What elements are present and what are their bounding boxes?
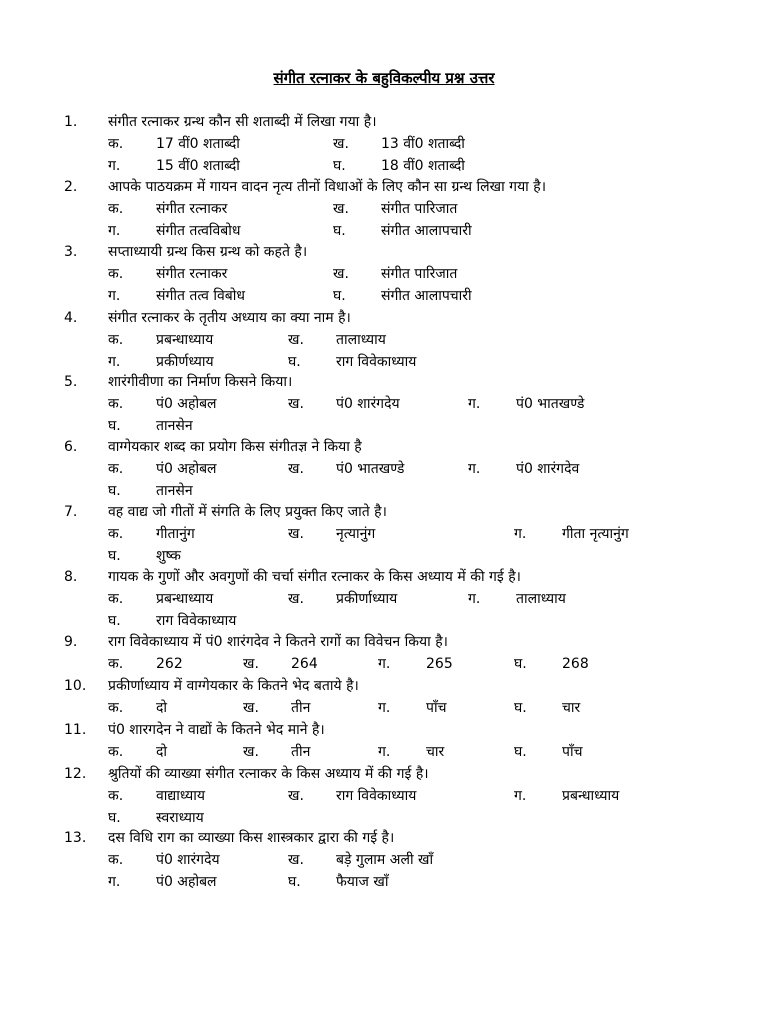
question-text: दस विधि राग का व्याख्या किस शास्त्रकार द्वारा की गई है।	[108, 830, 395, 846]
question-6	[0, 437, 768, 458]
question-number: 12.	[64, 766, 87, 782]
answer-option	[108, 654, 183, 675]
answer-option	[108, 286, 245, 307]
question-4	[0, 308, 768, 329]
question-number: 11.	[64, 722, 87, 738]
question-number: 3.	[64, 244, 78, 260]
option-label: घ.	[333, 158, 346, 174]
answer-option	[333, 156, 465, 177]
option-label: घ.	[108, 810, 121, 826]
option-text: संगीत रत्नाकर	[156, 201, 228, 217]
option-label: क.	[108, 788, 124, 804]
option-text: प्रबन्धाध्याय	[156, 332, 214, 348]
question-5	[0, 372, 768, 393]
option-label: ख.	[333, 201, 349, 217]
option-label: घ.	[288, 874, 301, 890]
option-text: संगीत आलापचारी	[381, 288, 472, 304]
question-number: 1.	[64, 114, 78, 130]
option-text: तीन	[291, 700, 311, 716]
option-text: चार	[562, 700, 581, 716]
option-text: पं0 अहोबल	[156, 461, 217, 477]
option-text: तानसेन	[156, 418, 193, 434]
question-7	[0, 502, 768, 523]
option-label: ग.	[514, 788, 527, 804]
answer-option	[108, 352, 214, 373]
answer-option	[108, 481, 193, 502]
question-text: प्रकीर्णाध्याय में वाग्गेयकार के कितने भेद बताये है।	[108, 678, 359, 694]
option-text: चार	[426, 744, 445, 760]
question-text: वाग्गेयकार शब्द का प्रयोग किस संगीतज्ञ ने किया है	[108, 439, 362, 455]
answer-option	[108, 416, 193, 437]
option-text: पाँच	[426, 700, 447, 716]
option-text: राग विवेकाध्याय	[336, 788, 417, 804]
answer-option	[333, 286, 472, 307]
question-number: 9.	[64, 634, 78, 650]
option-text: वाद्याध्याय	[156, 788, 205, 804]
option-text: 265	[426, 656, 453, 672]
question-12	[0, 764, 768, 785]
answer-option	[108, 264, 227, 285]
question-text: गायक के गुणों और अवगुणों की चर्चा संगीत रत्नाकर के किस अध्याय में की गई है।	[108, 569, 521, 585]
option-text: दो	[156, 744, 168, 760]
answer-option	[108, 808, 204, 829]
option-label: ग.	[468, 396, 481, 412]
answer-option	[514, 524, 629, 545]
answer-option	[108, 698, 167, 719]
option-text: पं0 शारंगदेय	[156, 852, 220, 868]
option-label: ख.	[243, 744, 259, 760]
option-label: क.	[108, 656, 124, 672]
answer-option	[468, 459, 579, 480]
option-text: प्रकीर्णध्याय	[156, 354, 214, 370]
option-text: तीन	[291, 744, 311, 760]
answer-option	[108, 589, 213, 610]
answer-option	[243, 742, 310, 763]
answer-option	[288, 786, 416, 807]
option-label: ख.	[288, 591, 304, 607]
question-number: 7.	[64, 504, 78, 520]
question-10	[0, 676, 768, 697]
option-label: ग.	[108, 874, 121, 890]
question-3	[0, 242, 768, 263]
answer-option	[333, 134, 465, 155]
option-text: शुष्क	[156, 548, 181, 564]
page-title: संगीत रत्नाकर के बहुविकल्पीय प्रश्न उत्तर	[273, 69, 495, 87]
answer-option	[288, 872, 388, 893]
option-label: क.	[108, 332, 124, 348]
answer-option	[108, 611, 236, 632]
option-text: स्वराध्याय	[156, 810, 204, 826]
question-number: 5.	[64, 374, 78, 390]
answer-option	[243, 698, 310, 719]
option-label: क.	[108, 136, 124, 152]
answer-option	[378, 654, 453, 675]
option-label: क.	[108, 700, 124, 716]
option-text: प्रकीर्णाध्याय	[336, 591, 398, 607]
option-text: फैयाज खाँ	[336, 874, 389, 890]
answer-option	[108, 134, 240, 155]
question-number: 10.	[64, 678, 87, 694]
answer-option	[108, 524, 195, 545]
question-text: संगीत रत्नाकर के तृतीय अध्याय का क्या नाम है।	[108, 310, 351, 326]
question-number: 6.	[64, 439, 78, 455]
question-number: 2.	[64, 179, 78, 195]
answer-option	[378, 698, 446, 719]
option-text: प्रबन्धाध्याय	[156, 591, 214, 607]
option-text: 18 वीं0 शताब्दी	[381, 158, 465, 174]
question-number: 8.	[64, 569, 78, 585]
answer-option	[108, 742, 167, 763]
answer-option	[514, 742, 582, 763]
answer-option	[333, 221, 472, 242]
option-text: पं0 भातखण्डे	[516, 396, 585, 412]
option-text: दो	[156, 700, 168, 716]
option-label: क.	[108, 591, 124, 607]
option-label: घ.	[108, 418, 121, 434]
option-label: ग.	[108, 223, 121, 239]
question-8	[0, 567, 768, 588]
option-text: प्रबन्धाध्याय	[562, 788, 620, 804]
answer-option	[108, 330, 213, 351]
option-label: ख.	[288, 788, 304, 804]
option-label: ग.	[378, 744, 391, 760]
option-text: 15 वीं0 शताब्दी	[156, 158, 240, 174]
option-label: क.	[108, 852, 124, 868]
option-label: घ.	[108, 613, 121, 629]
option-text: संगीत पारिजात	[381, 266, 458, 282]
question-text: आपके पाठयक्रम में गायन वादन नृत्य तीनों विधाओं के लिए कौन सा ग्रन्थ लिखा गया है।	[108, 179, 547, 195]
option-label: ग.	[378, 656, 391, 672]
option-label: घ.	[333, 288, 346, 304]
option-label: ग.	[378, 700, 391, 716]
question-text: वह वाद्य जो गीतों में संगति के लिए प्रयुक्त किए जाते है।	[108, 504, 387, 520]
option-label: क.	[108, 396, 124, 412]
option-text: संगीत आलापचारी	[381, 223, 472, 239]
question-1	[0, 112, 768, 133]
question-13	[0, 828, 768, 849]
option-text: संगीत तत्वविबोध	[156, 223, 241, 239]
option-label: क.	[108, 744, 124, 760]
answer-option	[514, 786, 619, 807]
question-text: पं0 शारगदेन ने वाद्यों के कितने भेद माने है।	[108, 722, 325, 738]
option-label: ग.	[108, 354, 121, 370]
option-text: पं0 अहोबल	[156, 396, 217, 412]
answer-option	[514, 698, 580, 719]
answer-option	[288, 352, 416, 373]
option-text: पं0 भातखण्डे	[336, 461, 405, 477]
option-text: पं0 अहोबल	[156, 874, 217, 890]
option-label: ग.	[108, 288, 121, 304]
answer-option	[108, 156, 240, 177]
option-label: ग.	[468, 591, 481, 607]
option-text: 268	[562, 656, 589, 672]
option-text: तानसेन	[156, 483, 193, 499]
option-text: 262	[156, 656, 183, 672]
question-number: 4.	[64, 310, 78, 326]
answer-option	[288, 330, 386, 351]
answer-option	[243, 654, 318, 675]
option-label: घ.	[514, 700, 527, 716]
answer-option	[108, 221, 241, 242]
option-label: घ.	[333, 223, 346, 239]
answer-option	[108, 872, 217, 893]
option-text: गीता नृत्यानुंग	[562, 526, 629, 542]
option-text: 13 वीं0 शताब्दी	[381, 136, 465, 152]
option-text: बड़े गुलाम अली खाँ	[336, 852, 434, 868]
answer-option	[468, 394, 584, 415]
answer-option	[288, 850, 433, 871]
option-text: 264	[291, 656, 318, 672]
option-label: ख.	[333, 136, 349, 152]
option-label: ख.	[243, 656, 259, 672]
answer-option	[333, 199, 457, 220]
option-label: ख.	[333, 266, 349, 282]
option-text: राग विवेकाध्याय	[156, 613, 237, 629]
option-text: तालाध्याय	[336, 332, 386, 348]
option-label: घ.	[108, 548, 121, 564]
question-text: श्रुतियों की व्याख्या संगीत रत्नाकर के किस अध्याय में की गई है।	[108, 766, 429, 782]
option-text: संगीत तत्व विबोध	[156, 288, 245, 304]
option-label: घ.	[514, 744, 527, 760]
answer-option	[288, 394, 400, 415]
question-9	[0, 632, 768, 653]
option-text: संगीत रत्नाकर	[156, 266, 228, 282]
option-label: ख.	[288, 396, 304, 412]
option-label: क.	[108, 266, 124, 282]
question-text: संगीत रत्नाकर ग्रन्थ कौन सी शताब्दी में लिखा गया है।	[108, 114, 377, 130]
option-text: 17 वीं0 शताब्दी	[156, 136, 240, 152]
answer-option	[108, 786, 205, 807]
question-text: राग विवेकाध्याय में पं0 शारंगदेव ने कितने रागों का विवेचन किया है।	[108, 634, 448, 650]
answer-option	[108, 459, 217, 480]
option-label: क.	[108, 201, 124, 217]
option-text: पं0 शारंगदेव	[516, 461, 580, 477]
option-label: ग.	[468, 461, 481, 477]
option-label: घ.	[108, 483, 121, 499]
option-label: ख.	[288, 461, 304, 477]
option-label: ख.	[288, 332, 304, 348]
answer-option	[378, 742, 444, 763]
question-number: 13.	[64, 830, 87, 846]
option-label: ख.	[288, 852, 304, 868]
answer-option	[514, 654, 589, 675]
option-label: ख.	[288, 526, 304, 542]
answer-option	[468, 589, 566, 610]
answer-option	[333, 264, 457, 285]
question-11	[0, 720, 768, 741]
option-text: तालाध्याय	[516, 591, 566, 607]
option-label: ख.	[243, 700, 259, 716]
option-text: पाँच	[562, 744, 583, 760]
option-text: संगीत पारिजात	[381, 201, 458, 217]
answer-option	[108, 394, 217, 415]
answer-option	[108, 850, 220, 871]
question-2	[0, 177, 768, 198]
answer-option	[108, 199, 227, 220]
option-label: ग.	[108, 158, 121, 174]
answer-option	[108, 546, 181, 567]
option-label: ग.	[514, 526, 527, 542]
answer-option	[288, 459, 404, 480]
option-text: गीतानुंग	[156, 526, 195, 542]
option-text: राग विवेकाध्याय	[336, 354, 417, 370]
option-label: क.	[108, 461, 124, 477]
option-text: नृत्यानुंग	[336, 526, 376, 542]
option-label: घ.	[288, 354, 301, 370]
option-label: क.	[108, 526, 124, 542]
option-text: पं0 शारंगदेय	[336, 396, 400, 412]
option-label: घ.	[514, 656, 527, 672]
answer-option	[288, 524, 375, 545]
question-text: सप्ताध्यायी ग्रन्थ किस ग्रन्थ को कहते है।	[108, 244, 308, 260]
question-text: शारंगीवीणा का निर्माण किसने किया।	[108, 374, 293, 390]
answer-option	[288, 589, 397, 610]
